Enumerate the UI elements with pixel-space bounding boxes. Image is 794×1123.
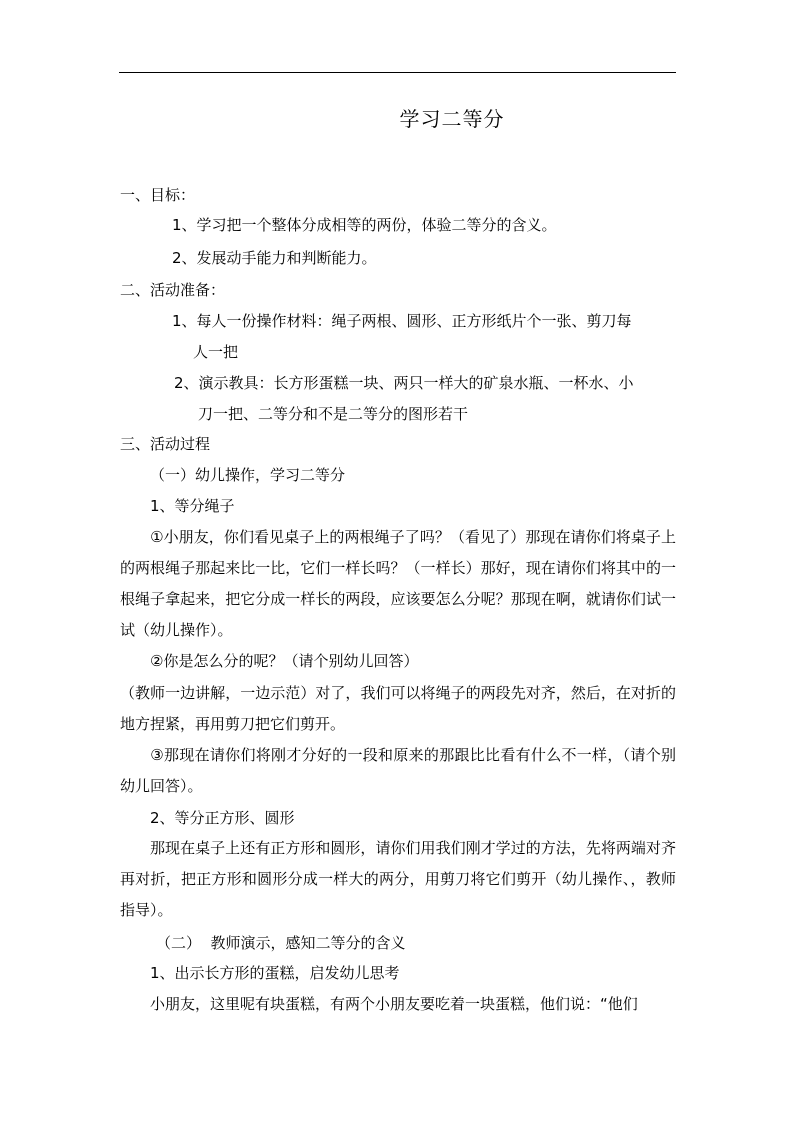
subsection-heading-2: （二） 教师演示，感知二等分的含义 (156, 934, 406, 952)
paragraph-rope-intro: ①小朋友，你们看见桌子上的两根绳子了吗？（看见了）那现在请你们将桌子上的两根绳子那起来比一比，它们一样长吗？（一样长）那好，现在请你们将其中的一根绳子拿起来，把它分成一样长的两段，应该要怎么分呢？那现在啊，就请你们试一试（幼儿操作）。 (120, 528, 676, 639)
step-heading-cake: 1、出示长方形的蛋糕，启发幼儿思考 (150, 964, 400, 982)
goal-item-2: 2、发展动手能力和判断能力。 (172, 249, 377, 267)
question-how: ②你是怎么分的呢？（请个别幼儿回答） (150, 652, 419, 670)
paragraph-compare: ③那现在请你们将刚才分好的一段和原来的那跟比比看有什么不一样，（请个别幼儿回答）。 (120, 746, 676, 795)
step-heading-shapes: 2、等分正方形、圆形 (150, 809, 295, 827)
paragraph-shapes: 那现在桌子上还有正方形和圆形，请你们用我们刚才学过的方法，先将两端对齐再对折，把正方形和圆形分成一样大的两分，用剪刀将它们剪开（幼儿操作、，教师指导）。 (120, 839, 676, 919)
subsection-heading-1: （一）幼儿操作，学习二等分 (150, 466, 346, 484)
page-title: 学习二等分 (399, 107, 505, 131)
prep-item-2-cont: 刀一把、二等分和不是二等分的图形若干 (198, 405, 469, 423)
section-heading-prep: 二、活动准备： (120, 281, 226, 299)
paragraph-cake: 小朋友，这里呢有块蛋糕，有两个小朋友要吃着一块蛋糕，他们说：“他们 (150, 995, 638, 1013)
section-heading-process: 三、活动过程 (120, 435, 211, 453)
goal-item-1: 1、学习把一个整体分成相等的两份，体验二等分的含义。 (172, 216, 557, 234)
paragraph-teacher-demo: （教师一边讲解，一边示范）对了，我们可以将绳子的两段先对齐，然后，在对折的地方捏紧，再用剪刀把它们剪开。 (120, 684, 676, 733)
header-rule (119, 72, 676, 73)
section-heading-goals: 一、目标： (120, 186, 196, 204)
prep-item-2: 2、演示教具：长方形蛋糕一块、两只一样大的矿泉水瓶、一杯水、小 (174, 374, 634, 392)
prep-item-1-cont: 人一把 (193, 343, 239, 361)
prep-item-1: 1、每人一份操作材料：绳子两根、圆形、正方形纸片个一张、剪刀每 (172, 312, 632, 330)
step-heading-rope: 1、等分绳子 (150, 497, 235, 515)
